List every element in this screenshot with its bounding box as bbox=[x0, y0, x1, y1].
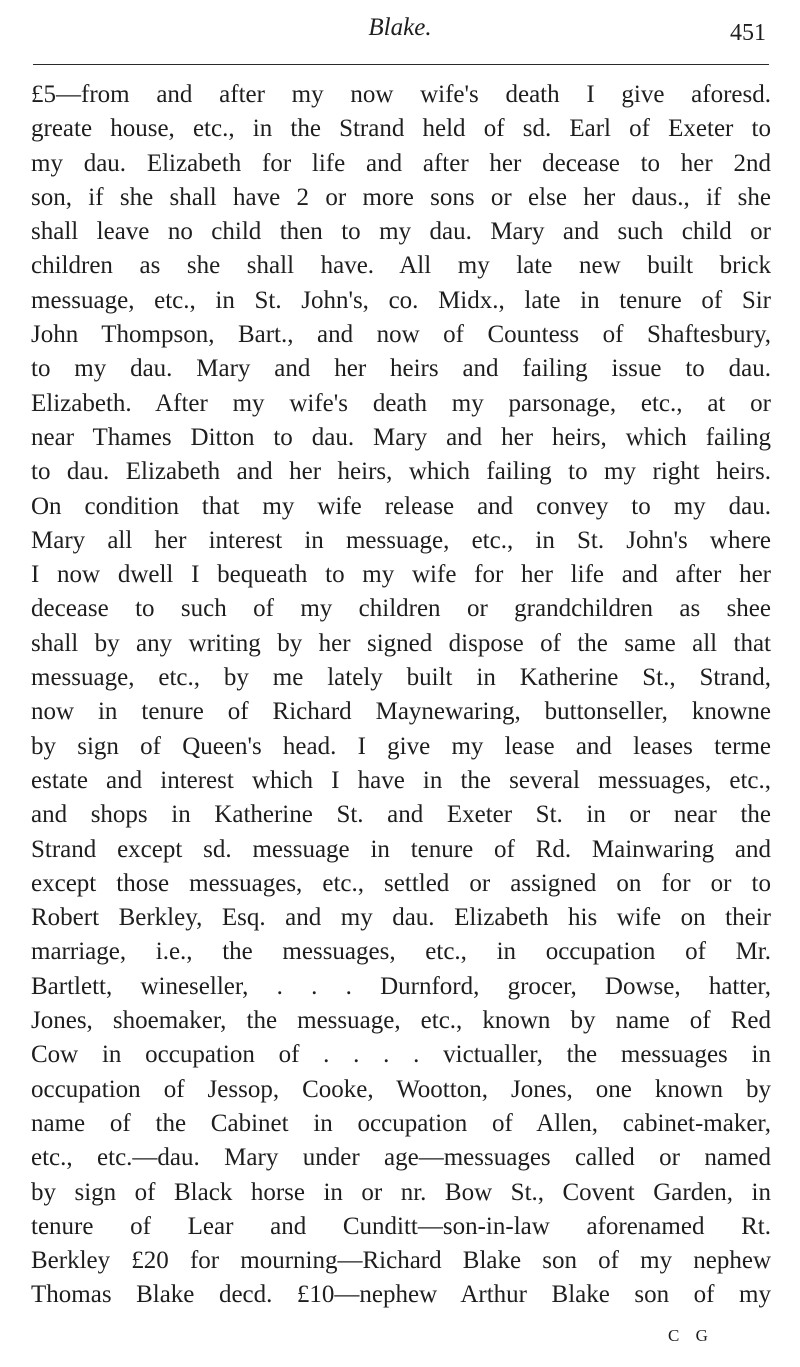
text-line: to my dau. Mary and her heirs and failing issue to dau. bbox=[31, 355, 771, 383]
text-line: I now dwell I bequeath to my wife for her life and after her bbox=[31, 561, 771, 589]
text-line: to dau. Elizabeth and her heirs, which failing to my right heirs. bbox=[31, 458, 771, 486]
text-line: son, if she shall have 2 or more sons or else her daus., if she bbox=[31, 183, 771, 211]
text-line: tenure of Lear and Cunditt—son-in-law aforenamed Rt. bbox=[31, 1212, 771, 1240]
text-line: name of the Cabinet in occupation of Allen, cabinet-maker, bbox=[31, 1109, 771, 1137]
text-line: by sign of Queen's head. I give my lease and leases terme bbox=[31, 732, 771, 760]
text-line: Elizabeth. After my wife's death my parsonage, etc., at or bbox=[31, 389, 771, 417]
text-line: Cow in occupation of . . . . victualler, the messuages in bbox=[31, 1041, 771, 1069]
text-line: Thomas Blake decd. £10—nephew Arthur Blake son of my bbox=[31, 1281, 771, 1309]
text-line: etc., etc.—dau. Mary under age—messuages called or named bbox=[31, 1144, 771, 1172]
text-line: estate and interest which I have in the several messuages, etc., bbox=[31, 766, 771, 794]
text-line: now in tenure of Richard Maynewaring, buttonseller, knowne bbox=[31, 698, 771, 726]
text-line: John Thompson, Bart., and now of Countess of Shaftesbury, bbox=[31, 321, 771, 349]
text-line: shall leave no child then to my dau. Mary and such child or bbox=[31, 218, 771, 246]
text-line: near Thames Ditton to dau. Mary and her heirs, which failing bbox=[31, 423, 771, 451]
text-line: Mary all her interest in messuage, etc., in St. John's where bbox=[31, 526, 771, 554]
text-line: Jones, shoemaker, the messuage, etc., known by name of Red bbox=[31, 1007, 771, 1035]
text-line: occupation of Jessop, Cooke, Wootton, Jones, one known by bbox=[31, 1075, 771, 1103]
text-line: Berkley £20 for mourning—Richard Blake son of my nephew bbox=[31, 1247, 771, 1275]
page-number: 451 bbox=[730, 20, 766, 46]
text-line: and shops in Katherine St. and Exeter St. in or near the bbox=[31, 801, 771, 829]
text-line: decease to such of my children or grandchildren as shee bbox=[31, 595, 771, 623]
text-line: Bartlett, wineseller, . . . Durnford, grocer, Dowse, hatter, bbox=[31, 972, 771, 1000]
text-line: greate house, etc., in the Strand held of sd. Earl of Exeter to bbox=[31, 115, 771, 143]
text-line: Strand except sd. messuage in tenure of Rd. Mainwaring and bbox=[31, 835, 771, 863]
text-line: messuage, etc., in St. John's, co. Midx., late in tenure of Sir bbox=[31, 286, 771, 314]
text-line: children as she shall have. All my late new built brick bbox=[31, 252, 771, 280]
running-title: Blake. bbox=[368, 14, 432, 41]
text-line: except those messuages, etc., settled or assigned on for or to bbox=[31, 869, 771, 897]
text-line: Robert Berkley, Esq. and my dau. Elizabeth his wife on their bbox=[31, 904, 771, 932]
text-line: shall by any writing by her signed dispose of the same all that bbox=[31, 629, 771, 657]
header-rule bbox=[33, 64, 769, 65]
text-line: marriage, i.e., the messuages, etc., in occupation of Mr. bbox=[31, 938, 771, 966]
body-text bbox=[31, 78, 771, 1313]
text-line: my dau. Elizabeth for life and after her decease to her 2nd bbox=[31, 149, 771, 177]
text-line: by sign of Black horse in or nr. Bow St., Covent Garden, in bbox=[31, 1178, 771, 1206]
text-line: £5—from and after my now wife's death I give aforesd. bbox=[31, 81, 771, 108]
text-line: On condition that my wife release and convey to my dau. bbox=[31, 492, 771, 520]
text-line: messuage, etc., by me lately built in Katherine St., Strand, bbox=[31, 664, 771, 692]
signature-mark: C G bbox=[668, 1326, 714, 1345]
